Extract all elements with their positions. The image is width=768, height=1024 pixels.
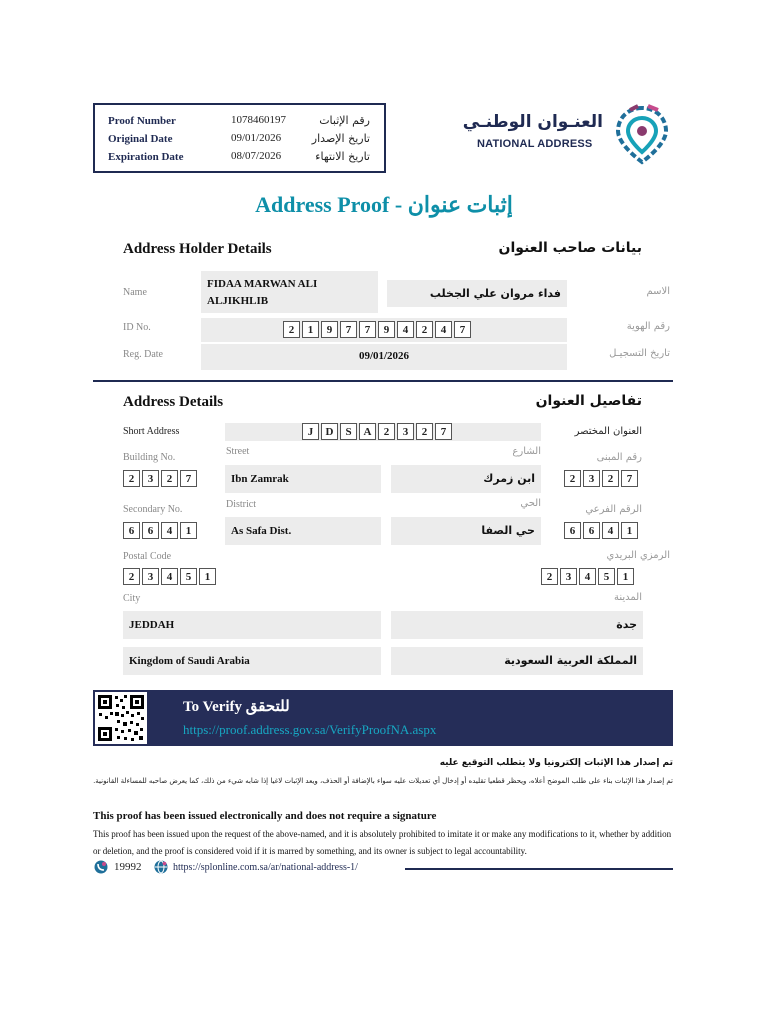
expiration-date-value: 08/07/2026 [231,150,282,162]
secondary-digit: 6 [142,522,159,539]
street-en-value: Ibn Zamrak [231,473,289,485]
reg-date-label: Reg. Date [123,349,163,360]
building-digit: 2 [123,470,140,487]
proof-number-value: 1078460197 [231,114,286,126]
name-label: Name [123,287,147,298]
street-ar-value: ابن زمرك [483,472,535,485]
building-digit: 2 [564,470,581,487]
postal-digit: 5 [180,568,197,585]
national-address-logo [462,110,605,155]
name-ar-value: فداء مروان علي الجخلب [429,287,561,300]
original-date-label-ar: تاريخ الإصدار [311,132,370,145]
city-ar-value: جدة [616,618,637,631]
building-digit: 2 [602,470,619,487]
postal-digit: 2 [123,568,140,585]
footer-rule [405,868,673,870]
postal-digit: 4 [161,568,178,585]
id-digit: 9 [321,321,338,338]
country-en-value: Kingdom of Saudi Arabia [129,655,250,667]
id-digit: 7 [340,321,357,338]
id-digit: 4 [397,321,414,338]
id-digit: 9 [378,321,395,338]
district-label: District [226,499,256,510]
id-digit: 1 [302,321,319,338]
district-en-value: As Safa Dist. [231,525,292,537]
expiration-date-label-ar: تاريخ الانتهاء [315,150,370,163]
street-label: Street [226,446,250,457]
id-digit: 2 [416,321,433,338]
district-en-field [225,517,381,545]
building-label: Building No. [123,452,176,463]
id-label: ID No. [123,322,151,333]
name-ar-field [387,280,567,307]
note-en-title: This proof has been issued electronically and does not require a signature [93,810,437,822]
short-address-label-ar: العنوان المختصر [574,426,642,437]
qr-code-icon[interactable] [95,692,147,744]
short-address-char: A [359,423,376,440]
secondary-digit: 1 [621,522,638,539]
address-section-title-ar: تفاصيل العنوان [535,393,642,409]
id-digit: 7 [454,321,471,338]
id-digit: 4 [435,321,452,338]
holder-section-title: Address Holder Details [123,241,272,257]
id-label-ar: رقم الهوية [626,321,670,332]
name-en-field [201,271,378,313]
note-ar-title: تم إصدار هذا الإثبات إلكترونيا ولا يتطلب التوقيع عليه [439,758,673,768]
street-ar-field [391,465,541,493]
building-digit: 7 [180,470,197,487]
expiration-date-label: Expiration Date [108,151,184,163]
reg-date-value: 09/01/2026 [358,350,410,362]
country-ar-field [391,647,643,675]
postal-label-ar: الرمزي البريدي [606,550,670,561]
page-title: Address Proof - إثبات عنوان [255,192,513,217]
id-digits [283,321,473,338]
building-digit: 3 [583,470,600,487]
globe-icon [154,860,168,874]
street-label-ar: الشارع [512,446,541,457]
building-digits-ar [564,470,640,487]
short-address-char: 3 [397,423,414,440]
secondary-digit: 1 [180,522,197,539]
postal-digit: 4 [579,568,596,585]
reg-date-label-ar: تاريخ التسجيـل [609,348,670,359]
postal-digit: 5 [598,568,615,585]
name-label-ar: الاسم [646,286,670,297]
proof-number-label-ar: رقم الإثبات [319,114,370,127]
secondary-digit: 6 [583,522,600,539]
postal-digits-ar [541,568,636,585]
city-label: City [123,593,141,604]
short-address-char: D [321,423,338,440]
district-ar-field [391,517,541,545]
building-digit: 7 [621,470,638,487]
name-en-line1: FIDAA MARWAN ALI [207,278,318,290]
country-ar-value: المملكة العربية السعودية [504,654,637,667]
building-label-ar: رقم المبنى [596,452,642,463]
reg-date-field [201,344,567,370]
section-divider [93,380,673,382]
postal-digits [123,568,218,585]
address-section-title: Address Details [123,394,224,410]
verify-link[interactable]: https://proof.address.gov.sa/VerifyProofNA.aspx [183,722,437,737]
verify-title: To Verify للتحقق [183,699,290,715]
street-en-field [225,465,381,493]
logo-text-ar: العنـوان الوطنـي [462,112,603,132]
postal-digit: 3 [560,568,577,585]
proof-info-box [93,103,386,173]
secondary-label-ar: الرقم الفرعي [585,504,642,515]
id-digit: 7 [359,321,376,338]
secondary-digit: 4 [602,522,619,539]
building-digit: 3 [142,470,159,487]
proof-number-label: Proof Number [108,115,176,127]
holder-section-title-ar: بيانات صاحب العنوان [498,240,642,256]
short-address-char: 7 [435,423,452,440]
secondary-digit: 4 [161,522,178,539]
footer-phone: 19992 [114,861,142,873]
postal-digit: 1 [617,568,634,585]
postal-digit: 3 [142,568,159,585]
short-address-char: J [302,423,319,440]
original-date-value: 09/01/2026 [231,132,282,144]
postal-label: Postal Code [123,551,172,562]
short-address-label: Short Address [123,426,180,437]
logo-text-en: NATIONAL ADDRESS [477,138,593,150]
postal-digit: 1 [199,568,216,585]
secondary-digits [123,522,199,539]
original-date-label: Original Date [108,133,173,145]
verify-banner [93,690,673,746]
secondary-label: Secondary No. [123,504,183,515]
short-address-char: 2 [378,423,395,440]
short-address-char: 2 [416,423,433,440]
note-ar-body: تم إصدار هذا الإثبات بناء على طلب الموضح أعلاه، ويحظر قطعيا تقليده أو إدخال أي تعديلات عليه سواء بالإضافة أو الحذف، ويعد الإثبات لاغيا إذا شابه شيء من ذلك، كما يعرض صاحبه للمساءلة القانونية. [93,777,673,785]
country-en-field [123,647,381,675]
secondary-digit: 6 [123,522,140,539]
city-en-field [123,611,381,639]
secondary-digits-ar [564,522,640,539]
phone-icon [94,860,108,874]
building-digit: 2 [161,470,178,487]
name-en-line2: ALJIKHLIB [207,295,269,307]
building-digits [123,470,199,487]
note-en-body: This proof has been issued upon the request of the above-named, and it is absolutely prohibited to imitate it or make any modifications to it, whether by addition or deletion, and the proof is considered void if it is marred by something, and its owner is subject to legal accountability. [93,829,672,856]
district-ar-value: حي الصفا [481,524,535,537]
postal-digit: 2 [541,568,558,585]
city-en-value: JEDDAH [129,619,175,631]
location-pin-logo-icon [608,100,676,168]
city-ar-field [391,611,643,639]
short-address-chars [302,423,454,440]
secondary-digit: 6 [564,522,581,539]
id-digit: 2 [283,321,300,338]
district-label-ar: الحي [520,498,541,509]
city-label-ar: المدينة [613,592,642,603]
short-address-char: S [340,423,357,440]
footer-site-link[interactable]: https://splonline.com.sa/ar/national-address-1/ [173,862,358,873]
